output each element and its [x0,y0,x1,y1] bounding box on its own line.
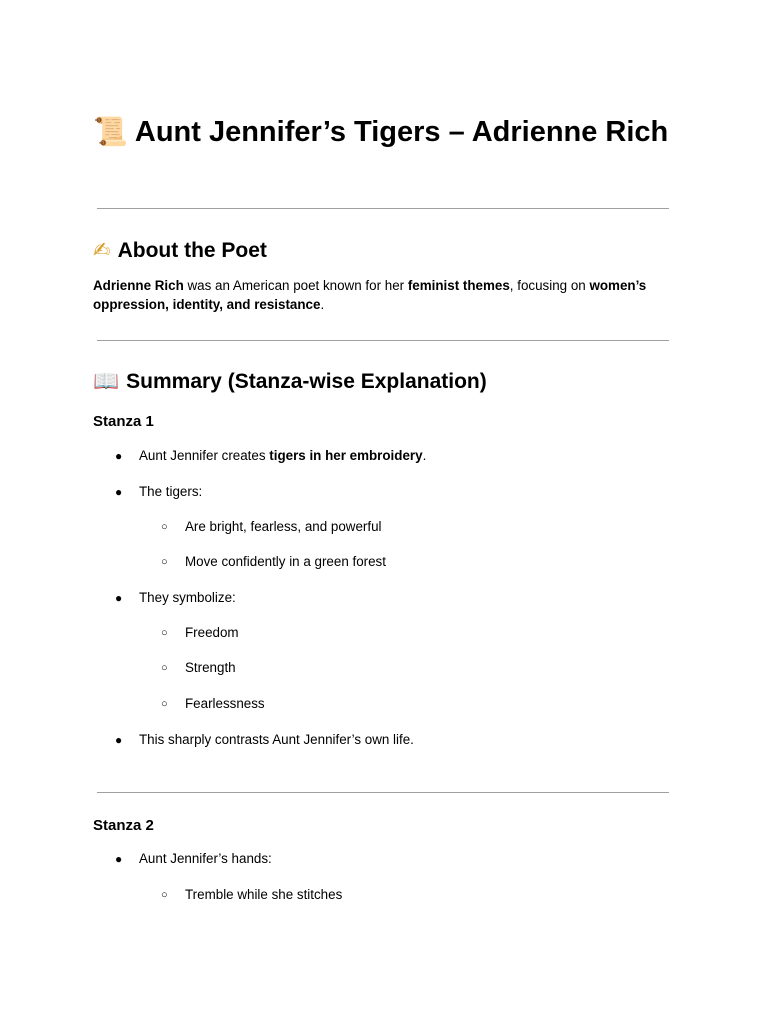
divider [97,208,669,209]
sub-list-item: ○ Move confidently in a green forest [161,554,386,569]
sub-bullet-icon: ○ [161,698,168,710]
document-title [93,113,693,151]
sub-list-item: ○ Strength [161,660,236,675]
stanza-2-heading: Stanza 2 [93,817,154,834]
sub-list-item: ○ Are bright, fearless, and powerful [161,519,382,534]
open-book-icon: 📖 [93,369,120,393]
summary-heading [93,368,487,395]
summary-heading-text: Summary (Stanza-wise Explanation) [126,370,487,393]
about-heading [93,237,267,264]
scroll-icon: 📜 [93,115,128,148]
sub-bullet-icon: ○ [161,556,168,568]
poet-name: Adrienne Rich [93,278,184,293]
list-item: ● They symbolize: [115,590,236,605]
tigers-embroidery-text: tigers in her embroidery [269,448,423,463]
list-item: ● This sharply contrasts Aunt Jennifer’s own life. [115,732,414,747]
sub-bullet-icon: ○ [161,521,168,533]
bullet-icon: ● [115,449,123,463]
bullet-icon: ● [115,591,123,605]
sub-list-item: ○ Fearlessness [161,696,265,711]
bullet-icon: ● [115,485,123,499]
feminist-themes-text: feminist themes [407,278,510,293]
bullet-icon: ● [115,852,123,866]
bullet-icon: ● [115,733,123,747]
divider [97,340,669,341]
sub-bullet-icon: ○ [161,662,168,674]
about-paragraph: Adrienne Rich was an American poet known for her feminist themes, focusing on women’s oppression, identity, and resistance. [93,278,647,312]
divider [97,792,669,793]
about-heading-text: About the Poet [117,239,267,262]
document-title-text: Aunt Jennifer’s Tigers – Adrienne Rich [134,116,669,148]
list-item: ● The tigers: [115,484,203,499]
list-item: ● Aunt Jennifer’s hands: [115,851,272,866]
sub-bullet-icon: ○ [161,627,168,639]
focus-text: women’s oppression, identity, and resistance [93,278,647,312]
list-item: ● Aunt Jennifer creates tigers in her embroidery. [115,448,427,463]
sub-list-item: ○ Tremble while she stitches [161,887,343,902]
writing-hand-icon: ✍ [93,238,111,262]
sub-bullet-icon: ○ [161,889,168,901]
sub-list-item: ○ Freedom [161,625,239,640]
stanza-1-heading: Stanza 1 [93,413,154,430]
